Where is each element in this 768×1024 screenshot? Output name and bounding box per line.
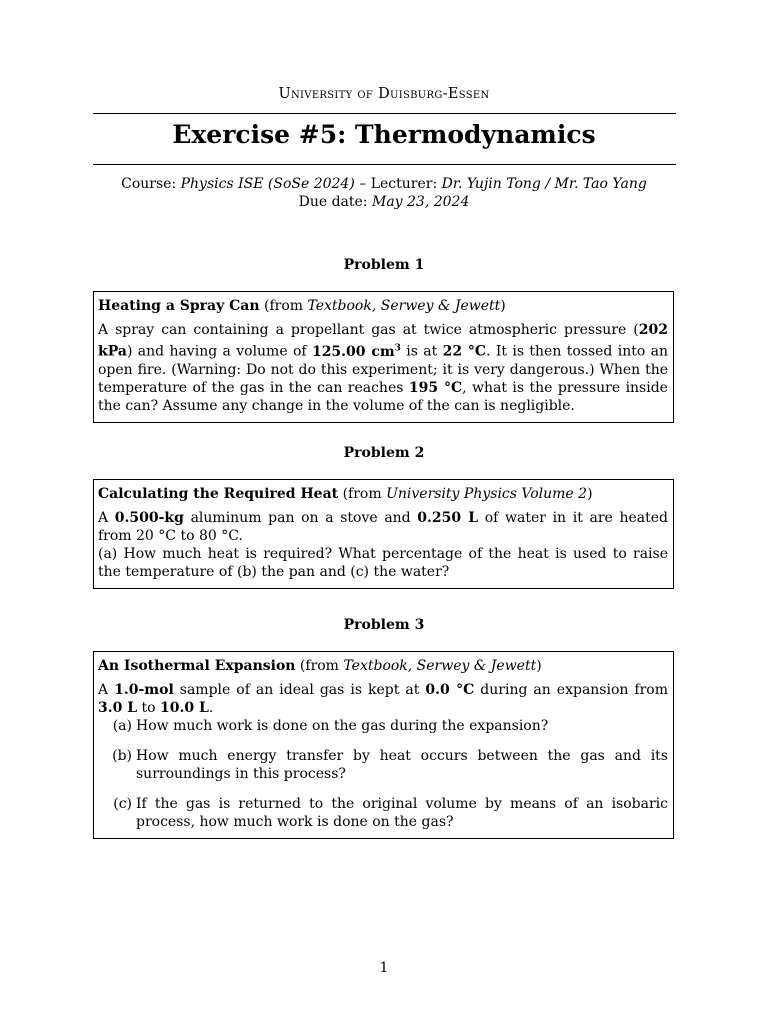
subquestion-label: (c)	[113, 796, 132, 812]
subquestion-c	[98, 795, 668, 831]
initial-temp-value: 22	[442, 343, 463, 360]
subquestion-text: If the gas is returned to the original volume by means of an isobaric process, how much work is done on the gas?	[136, 796, 668, 830]
lecturer-label: – Lecturer:	[359, 176, 438, 192]
lecturer-names: Dr. Yujin Tong / Mr. Tao Yang	[441, 176, 647, 192]
pan-mass-value: 0.500-kg	[114, 510, 184, 526]
problem-2-source: University Physics Volume 2	[386, 486, 588, 502]
due-date: May 23, 2024	[371, 194, 470, 210]
problem-2-name: Calculating the Required Heat	[98, 486, 339, 502]
problem-3-source: Textbook, Serwey & Jewett	[343, 658, 537, 674]
from-suffix: )	[500, 298, 506, 314]
course-name: Physics ISE (SoSe 2024)	[180, 176, 355, 192]
volume-value: 125.00 cm	[311, 343, 395, 360]
bottom-rule	[93, 164, 676, 165]
initial-volume-value: 3.0 L	[98, 700, 138, 716]
subquestion-text: How much energy transfer by heat occurs between the gas and its surroundings in this process?	[136, 748, 668, 782]
problem-1-source: Textbook, Serwey & Jewett	[307, 298, 501, 314]
problem-1-text: A spray can containing a propellant gas at twice atmospheric pressure (202 kPa) and having a volume of 125.00 $cm^3$ is at 22 °C. It is then tossed into an open fire. (Warning: Do not do this experiment; it is very dangerous.) When the temperature of the gas in the can reaches 195 °C, what is the pressure inside the can? Assume any change in the volume of the can is negligible.	[98, 322, 668, 414]
water-volume-value: 0.250 L	[417, 510, 479, 526]
pressure-value: 202 kPa	[98, 322, 668, 360]
problem-3-subquestions	[98, 717, 668, 831]
problem-1-box	[93, 291, 674, 423]
subquestion-a	[98, 717, 668, 735]
problem-1-heading: Problem 1	[343, 257, 425, 273]
subquestion-label: (a)	[112, 718, 132, 734]
final-volume-value: 10.0 L	[160, 700, 209, 716]
problem-2-questions: (a) How much heat is required? What percentage of the heat is used to raise the temperature of (b) the pan and (c) the water?	[98, 546, 668, 580]
from-prefix: (from	[299, 658, 339, 674]
from-prefix: (from	[342, 486, 382, 502]
problem-2-title	[98, 485, 668, 503]
problem-3-heading: Problem 3	[343, 617, 425, 633]
due-label: Due date:	[298, 194, 368, 210]
moles-value: 1.0-mol	[114, 682, 174, 698]
course-line	[0, 175, 768, 193]
subquestion-text: How much work is done on the gas during the expansion?	[136, 718, 549, 734]
problem-2-heading: Problem 2	[343, 445, 425, 461]
problem-3-title	[98, 657, 668, 675]
problem-1-name: Heating a Spray Can	[98, 298, 260, 314]
subquestion-b	[98, 747, 668, 783]
top-rule	[93, 113, 676, 114]
exercise-title: Exercise #5: Thermodynamics	[172, 120, 596, 149]
final-temp-value: 195	[408, 379, 439, 396]
problem-1-title	[98, 297, 668, 315]
due-date-line	[0, 193, 768, 211]
from-suffix: )	[536, 658, 542, 674]
subquestion-label: (b)	[112, 748, 132, 764]
problem-3-name: An Isothermal Expansion	[98, 658, 296, 674]
from-suffix: )	[587, 486, 593, 502]
course-label: Course:	[121, 176, 177, 192]
problem-3-text: A 1.0-mol sample of an ideal gas is kept at 0.0 °C during an expansion from 3.0 L to 10.0 L.	[98, 682, 669, 716]
problem-3-box	[93, 651, 674, 839]
problem-2-text: A 0.500-kg aluminum pan on a stove and 0.250 L of water in it are heated from 20 °C to 80 °C.	[98, 510, 668, 544]
from-prefix: (from	[263, 298, 304, 314]
page-number: 1	[379, 960, 389, 976]
temp-value: 0.0	[425, 682, 450, 698]
problem-2-box	[93, 479, 674, 589]
university-name: University of Duisburg-Essen	[278, 86, 490, 102]
